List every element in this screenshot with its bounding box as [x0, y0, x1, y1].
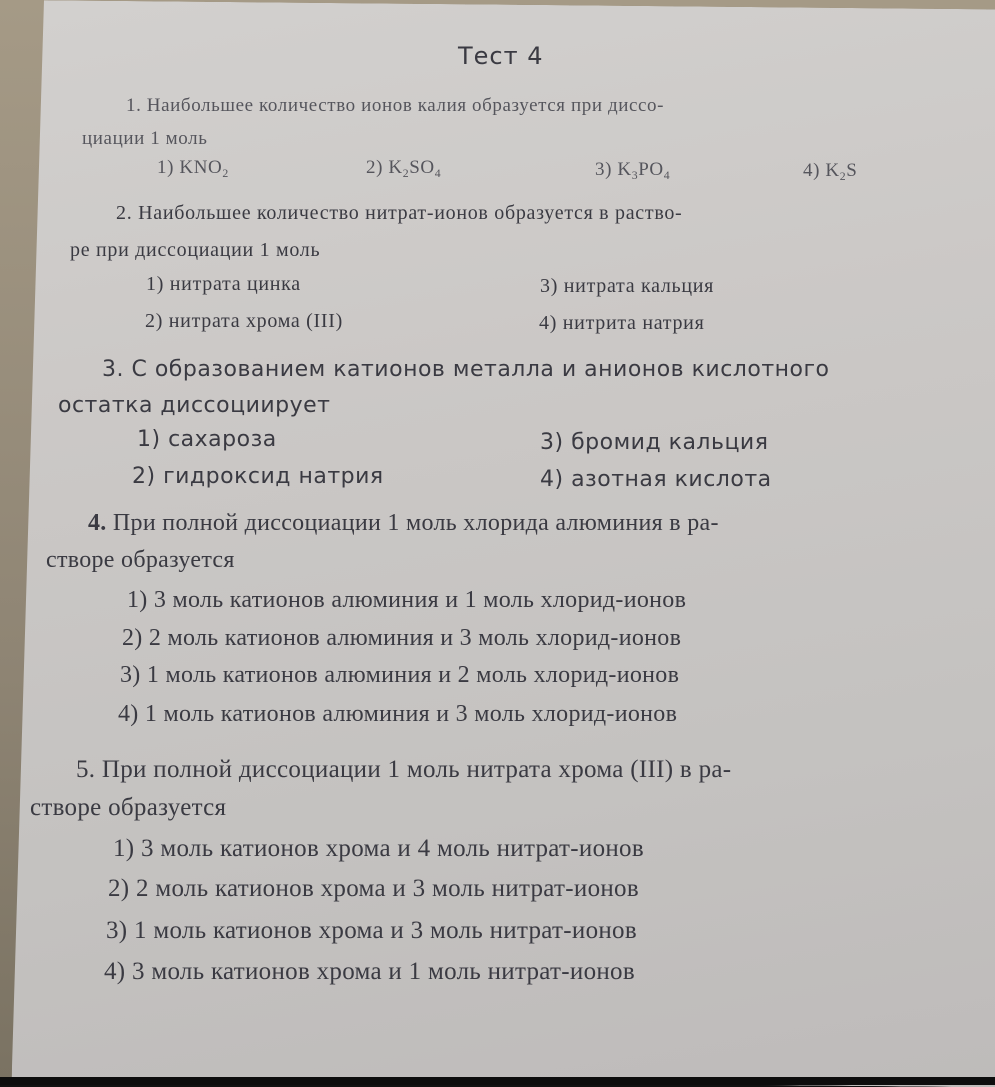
- q4-number: 4.: [88, 510, 107, 536]
- q4-option-2: 2) 2 моль катионов алюминия и 3 моль хлорид-ионов: [122, 625, 682, 651]
- q1-option-1-prefix: 1) KNO: [157, 157, 223, 178]
- q1-text-line2: циации 1 моль: [82, 128, 208, 149]
- q5-text-line2: створе образуется: [30, 794, 227, 821]
- q2-option-1: 1) нитрата цинка: [146, 273, 301, 295]
- q4-text-line2: створе образуется: [46, 547, 235, 573]
- q1-option-1: [157, 157, 229, 179]
- q4-text: При полной диссоциации 1 моль хлорида алюминия в ра-: [112, 510, 719, 536]
- q1-option-2-sub2: 4: [434, 167, 442, 181]
- q1-option-3: [595, 159, 670, 181]
- q5-option-2: 2) 2 моль катионов хрома и 3 моль нитрат-ионов: [108, 875, 639, 902]
- q2-option-4: 4) нитрита натрия: [539, 312, 705, 334]
- q4-option-1: 1) 3 моль катионов алюминия и 1 моль хлорид-ионов: [127, 587, 687, 613]
- q2-text-line2: ре при диссоциации 1 моль: [70, 239, 321, 261]
- q1-option-2-prefix: 2) K: [366, 157, 403, 178]
- q1-option-2-sub1: 2: [402, 167, 410, 181]
- q3-option-1: 1) сахароза: [137, 427, 277, 452]
- q1-option-2-mid: SO: [409, 157, 435, 178]
- q3-option-2: 2) гидроксид натрия: [132, 464, 384, 489]
- test-title: Тест 4: [458, 42, 544, 70]
- q3-option-3: 3) бромид кальция: [540, 430, 769, 455]
- q1-text-line1: 1. Наибольшее количество ионов калия образуется при диссо-: [126, 95, 665, 116]
- q1-option-3-sub2: 4: [663, 169, 671, 183]
- q5-option-4: 4) 3 моль катионов хрома и 1 моль нитрат-ионов: [104, 958, 635, 985]
- q3-option-4: 4) азотная кислота: [540, 467, 772, 492]
- q3-text-line2: остатка диссоциирует: [58, 393, 331, 418]
- q2-text-line1: 2. Наибольшее количество нитрат-ионов образуется в раство-: [116, 202, 683, 224]
- q3-text-line1: 3. С образованием катионов металла и анионов кислотного: [102, 357, 830, 382]
- q1-option-4-mid: S: [846, 160, 858, 181]
- q2-option-3: 3) нитрата кальция: [540, 275, 715, 297]
- q5-option-3: 3) 1 моль катионов хрома и 3 моль нитрат-ионов: [106, 917, 637, 944]
- q5-option-1: 1) 3 моль катионов хрома и 4 моль нитрат-ионов: [113, 835, 644, 862]
- q4-option-3: 3) 1 моль катионов алюминия и 2 моль хлорид-ионов: [120, 662, 680, 688]
- q4-text-line1: [88, 510, 719, 537]
- q1-option-4-sub1: 2: [839, 170, 847, 184]
- q1-option-3-mid: PO: [638, 159, 664, 180]
- q1-option-1-sub: 2: [222, 167, 229, 181]
- q2-option-2: 2) нитрата хрома (III): [145, 310, 343, 332]
- q1-option-2: [366, 157, 441, 179]
- q1-option-4-prefix: 4) K: [803, 160, 840, 181]
- q1-option-4: [803, 160, 857, 182]
- q4-option-4: 4) 1 моль катионов алюминия и 3 моль хлорид-ионов: [118, 701, 678, 727]
- q5-text-line1: 5. При полной диссоциации 1 моль нитрата хрома (III) в ра-: [76, 756, 732, 783]
- q1-option-3-sub1: 3: [631, 169, 639, 183]
- q1-option-3-prefix: 3) K: [595, 159, 632, 180]
